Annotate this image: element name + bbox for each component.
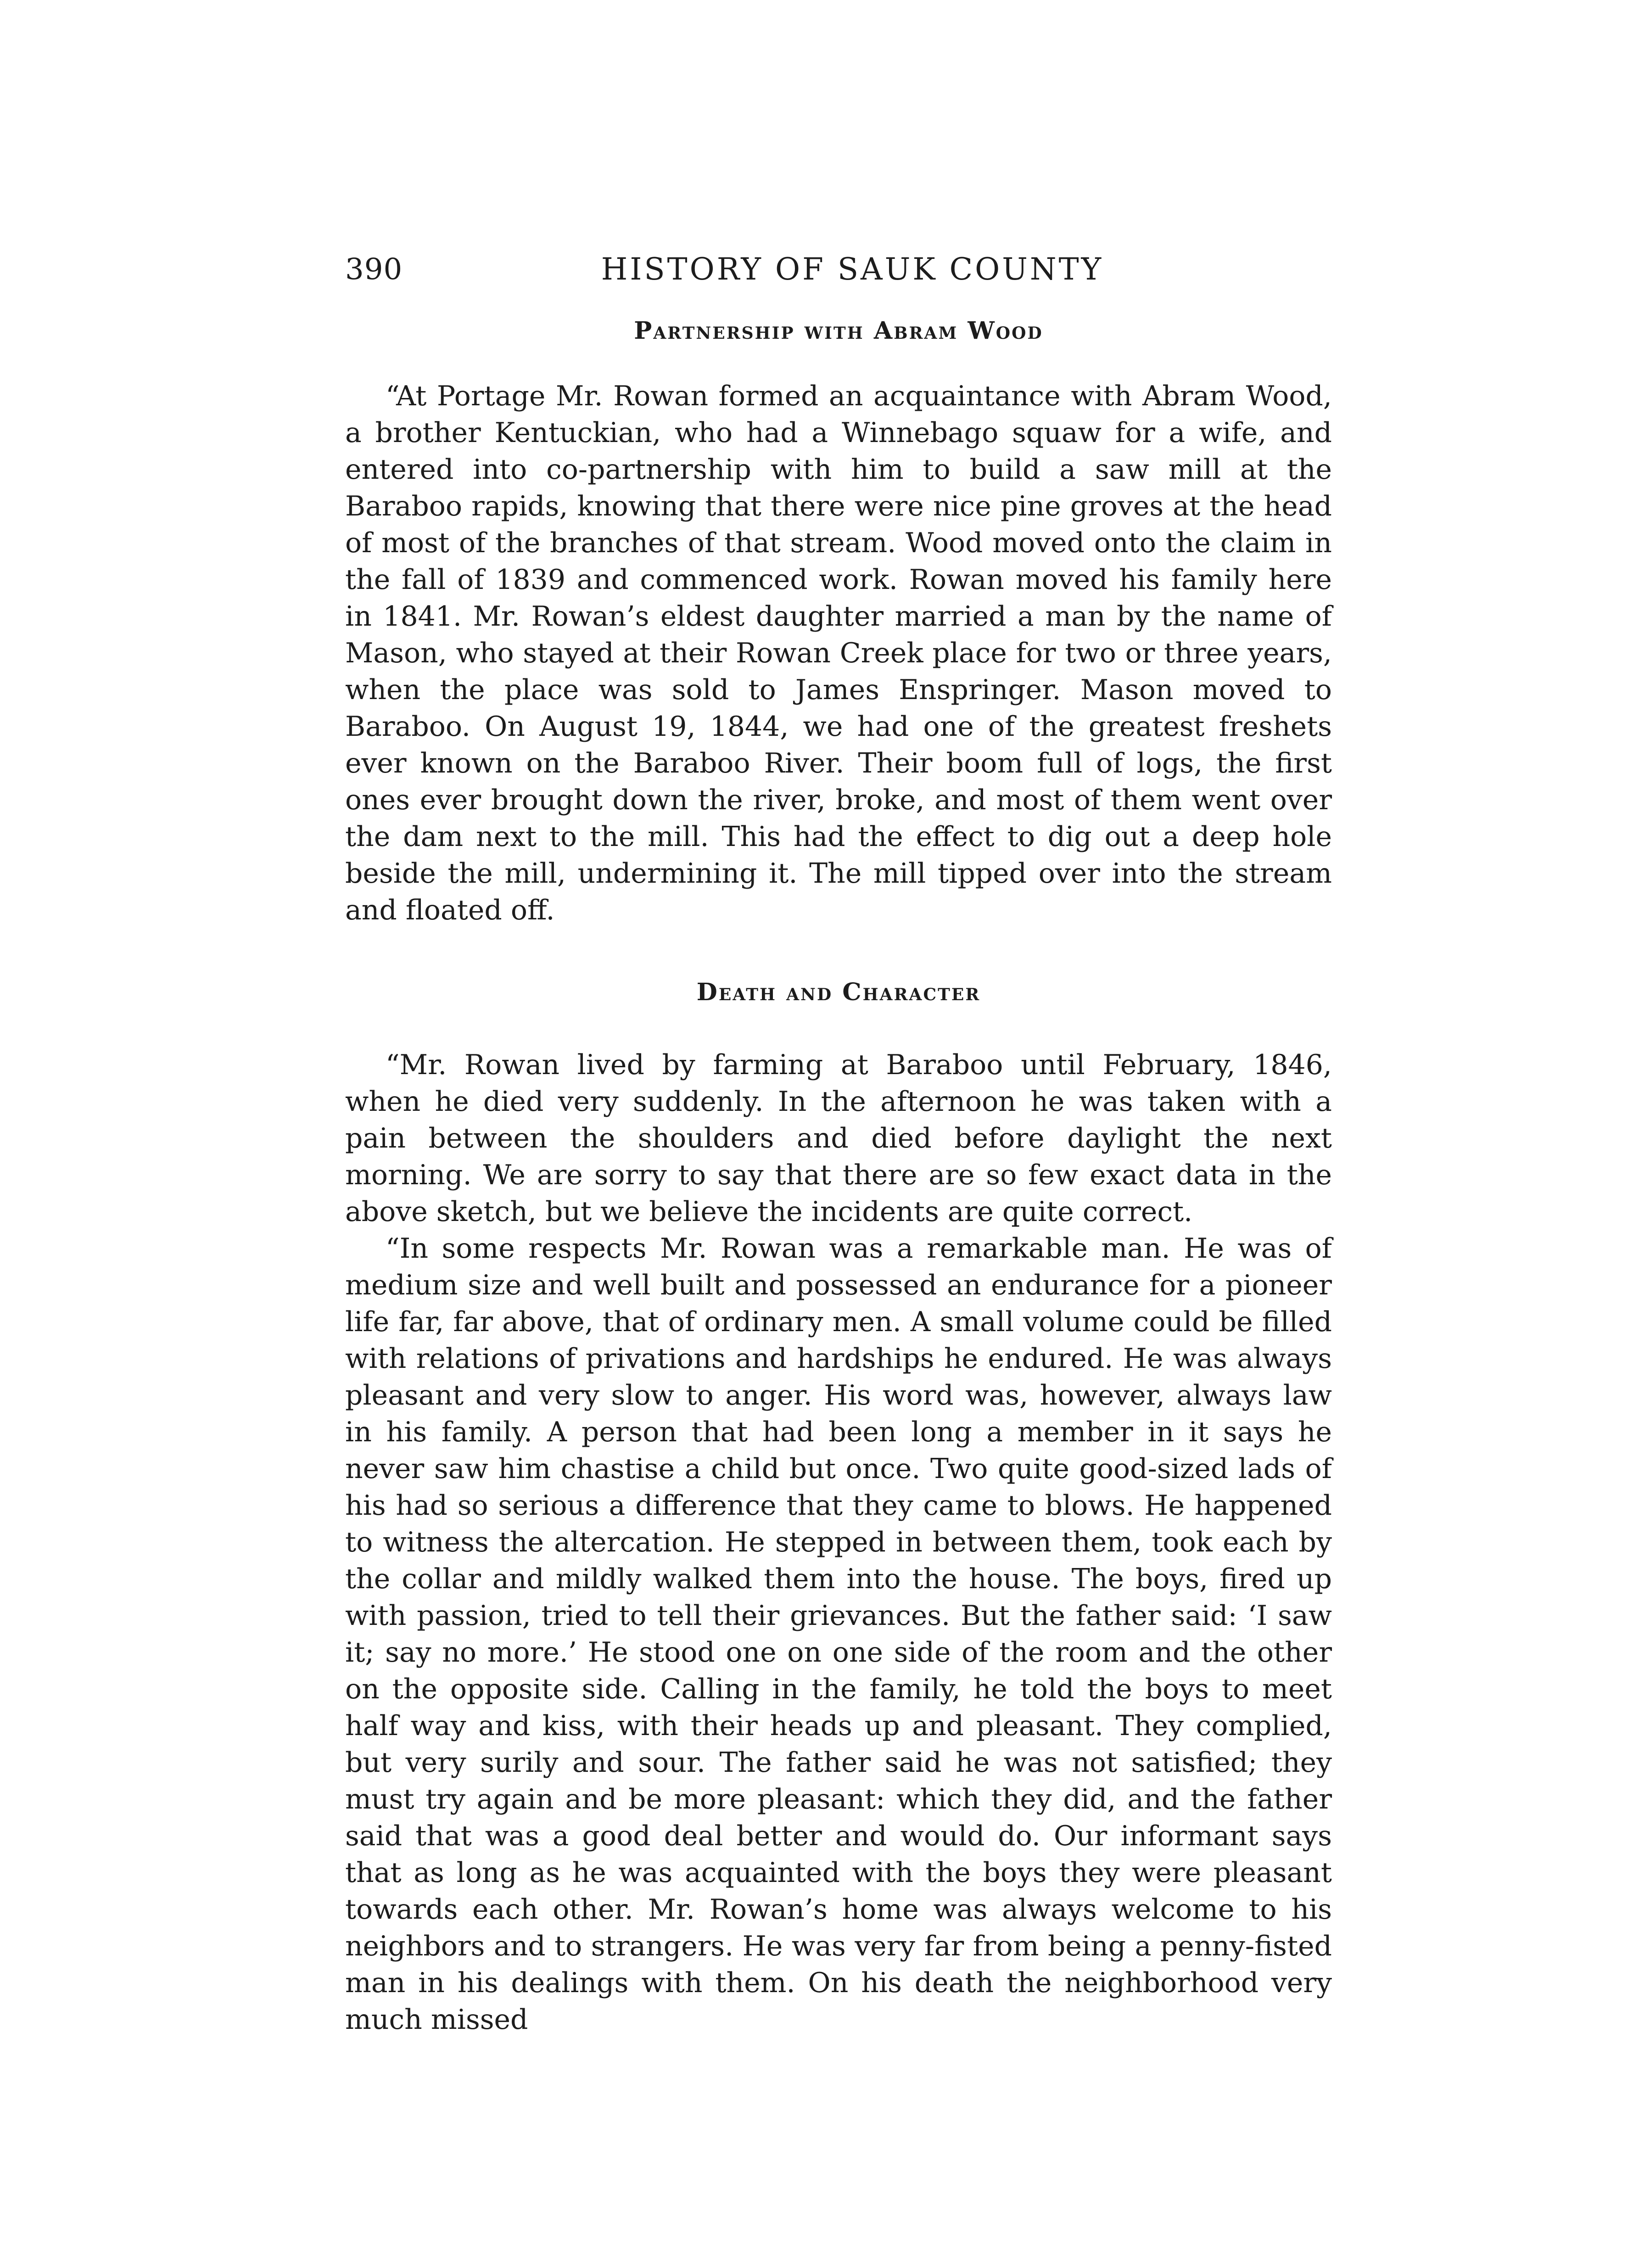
text-block [345, 239, 1332, 2038]
section-heading-partnership: Partnership with Abram Wood [634, 317, 1043, 345]
page-number: 390 [345, 252, 403, 286]
paragraph-partnership: “At Portage Mr. Rowan formed an acquaintance with Abram Wood, a brother Kentuckian, who had a Winnebago squaw for a wife, and entered into co-partnership with him to build a saw mill at the Baraboo rapids, knowing that there were nice pine groves at the head of most of the branches of that stream. Wood moved onto the claim in the fall of 1839 and commenced work. Rowan moved his family here in 1841. Mr. Rowan’s eldest daughter married a man by the name of Mason, who stayed at their Rowan Creek place for two or three years, when the place was sold to James Enspringer. Mason moved to Baraboo. On August 19, 1844, we had one of the greatest freshets ever known on the Baraboo River. Their boom full of logs, the first ones ever brought down the river, broke, and most of them went over the dam next to the mill. This had the effect to dig out a deep hole beside the mill, undermining it. The mill tipped over into the stream and floated off. [345, 380, 1332, 926]
paragraph-death: “Mr. Rowan lived by farming at Baraboo until February, 1846, when he died very suddenly. In the afternoon he was taken with a pain between the shoulders and died before daylight the next morning. We are sorry to say that there are so few exact data in the above sketch, but we believe the incidents are quite correct. [345, 1049, 1332, 1228]
running-head [345, 239, 1332, 289]
paragraph-character: “In some respects Mr. Rowan was a remarkable man. He was of medium size and well built and possessed an endurance for a pioneer life far, far above, that of ordinary men. A small volume could be filled with relations of privations and hardships he endured. He was always pleasant and very slow to anger. His word was, however, always law in his family. A person that had been long a member in it says he never saw him chastise a child but once. Two quite good-sized lads of his had so serious a difference that they came to blows. He happened to witness the altercation. He stepped in between them, took each by the collar and mildly walked them into the house. The boys, fired up with passion, tried to tell their grievances. But the father said: ‘I saw it; say no more.’ He stood one on one side of the room and the other on the opposite side. Calling in the family, he told the boys to meet half way and kiss, with their heads up and pleasant. They complied, but very surily and sour. The father said he was not satisfied; they must try again and be more pleasant: which they did, and the father said that was a good deal better and would do. Our informant says that as long as he was acquainted with the boys they were pleasant towards each other. Mr. Rowan’s home was always welcome to his neighbors and to strangers. He was very far from being a penny-fisted man in his dealings with them. On his death the neighborhood very much missed [345, 1232, 1332, 2036]
running-title: HISTORY OF SAUK COUNTY [601, 252, 1104, 287]
section-heading-death-and-character: Death and Character [696, 978, 981, 1006]
